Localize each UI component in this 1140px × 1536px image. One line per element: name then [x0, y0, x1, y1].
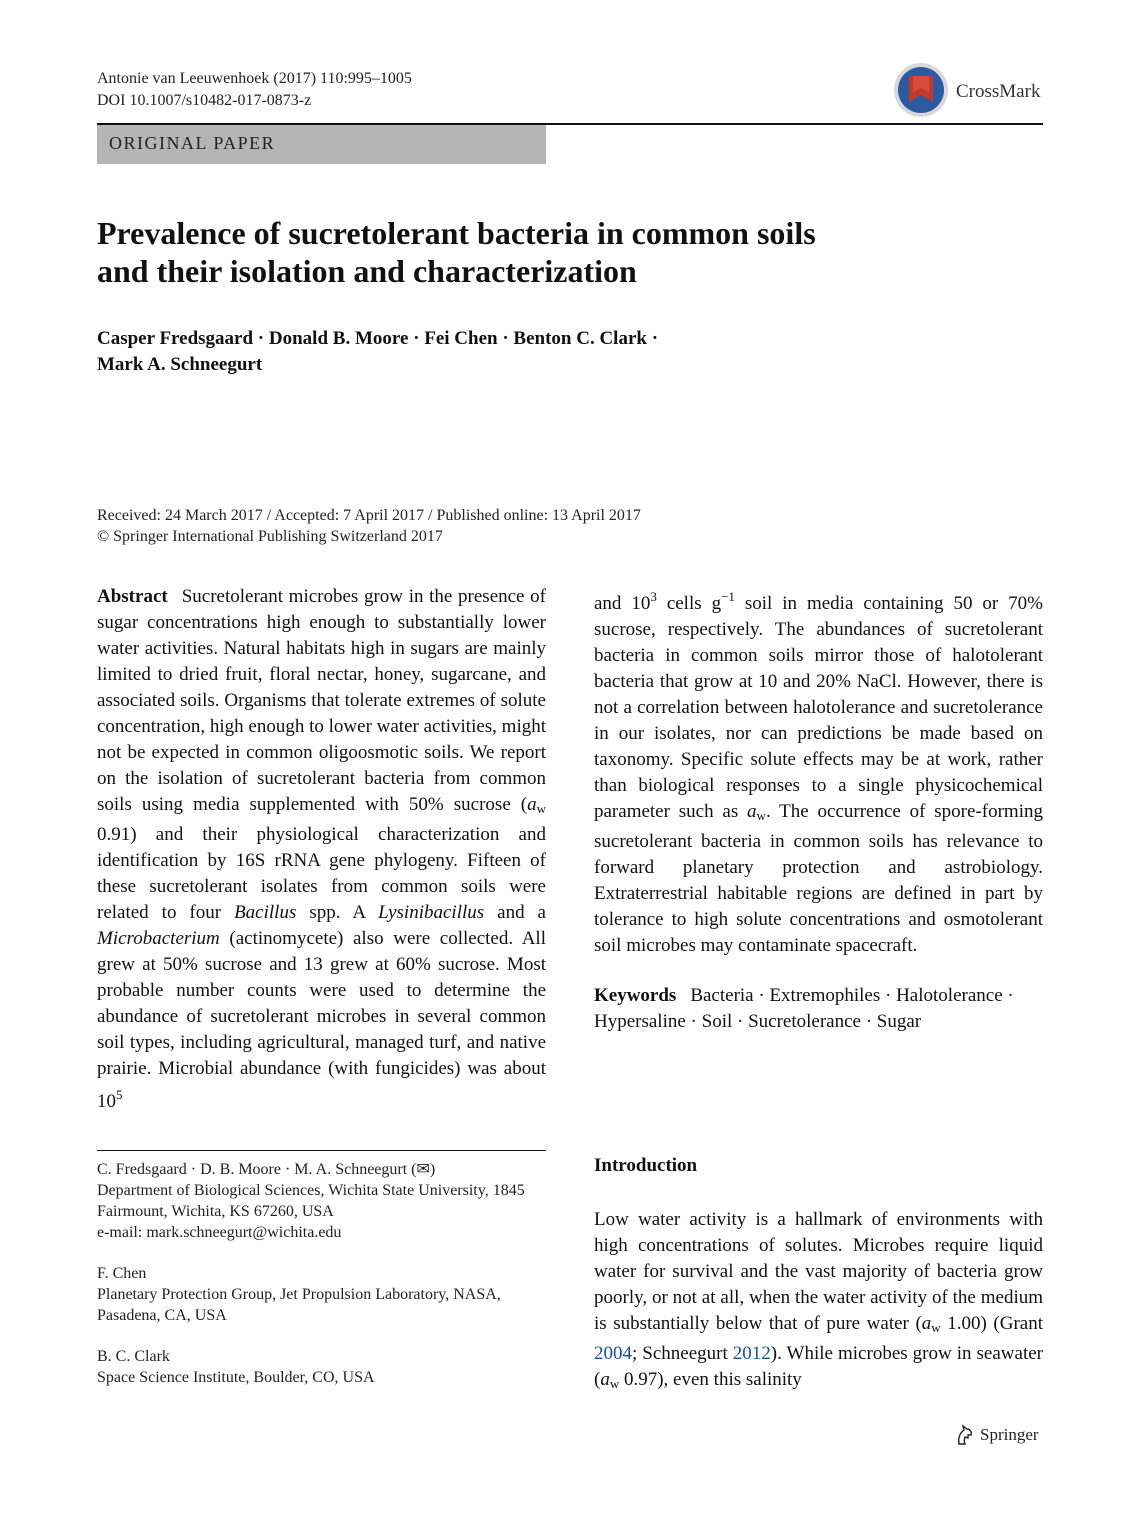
title-line-1: Prevalence of sucretolerant bacteria in common soils — [97, 215, 816, 251]
affiliations — [97, 1159, 546, 1408]
abstract-part-2: and $10^3$ cells $g^{-1}$ soil in media containing 50 or 70% sucrose, respectively. The abundances of sucretolerant bacteria in common soils mirror those of halotolerant bacteria that grow at 10 and 20% NaCl. However, there is not a correlation between halotolerance and sucretolerance in our isolates, nor can predictions be made based on taxonomy. Specific solute effects may be at work, rather than biological responses to a single physicochemical parameter such as $a_w$. The occurrence of spore-forming sucretolerant bacteria in common soils has relevance to forward planetary protection and astrobiology. Extraterrestrial habitable regions are defined in part by tolerance to high solute concentrations and osmotolerant soil microbes may contaminate spacecraft. — [594, 589, 1043, 956]
publisher-logo — [955, 1424, 1055, 1448]
doi[interactable]: DOI 10.1007/s10482-017-0873-z — [97, 92, 312, 109]
paper-type-label: ORIGINAL PAPER — [109, 133, 276, 153]
journal-citation: Antonie van Leeuwenhoek (2017) 110:995–1005 — [97, 70, 412, 87]
title-line-2: and their isolation and characterization — [97, 253, 637, 289]
author-list — [97, 326, 797, 378]
journal-header — [97, 68, 412, 112]
keywords-label: Keywords — [594, 985, 677, 1006]
abstract-column-left — [97, 584, 546, 1115]
crossmark-badge[interactable] — [893, 62, 1053, 122]
taxon-bacillus: Bacillus — [234, 902, 297, 923]
corresponding-email[interactable]: e-mail: mark.schneegurt@wichita.edu — [97, 1224, 342, 1241]
springer-horse-icon — [955, 1424, 975, 1446]
crossmark-icon — [893, 62, 949, 118]
introduction-text: Low water activity is a hallmark of environments with high concentrations of solutes. Microbes require liquid water for survival and the vast majority of bacteria grow poorly, or not at all, when the water activity of the medium is substantially below that of pure water ($a_w$ 1.00) (Grant 2004; Schneegurt 2012). While microbes grow in seawater ($a_w$ 0.97), even this salinity — [594, 1209, 1043, 1391]
footnote-rule — [97, 1150, 546, 1151]
authors-line-2: Mark A. Schneegurt — [97, 354, 263, 375]
taxon-lysinibacillus: Lysinibacillus — [378, 902, 485, 923]
publisher-name: Springer — [980, 1425, 1039, 1444]
publication-dates — [97, 505, 997, 547]
abstract-column-right — [594, 584, 1043, 1035]
section-heading-introduction: Introduction — [594, 1155, 698, 1176]
citation-schneegurt-2012[interactable]: 2012 — [732, 1343, 771, 1364]
citation-grant-2004[interactable]: 2004 — [594, 1343, 632, 1364]
history-dates: Received: 24 March 2017 / Accepted: 7 April 2017 / Published online: 13 April 2017 — [97, 507, 641, 524]
abstract-part-1: Abstract Sucretolerant microbes grow in the presence of sugar concentrations high enough to substantially lower water activities. Natural habitats high in sugars are mainly limited to dried fruit, floral nectar, honey, sugarcane, and associated soils. Organisms that tolerate extremes of solute concentration, high enough to lower water activities, might not be expected in common oligoosmotic soils. We report on the isolation of sucretolerant bacteria from common soils using media supplemented with 50% sucrose ($a_w$ 0.91) and their physiological characterization and identification by 16S rRNA gene phylogeny. Fifteen of these sucretolerant isolates from common soils were related to four Bacillus spp. A Lysinibacillus and a Microbacterium (actinomycete) also were collected. All grew at 50% sucrose and 13 grew at 60% sucrose. Most probable number counts were used to determine the abundance of sucretolerant microbes in several common soil types, including agricultural, managed turf, and native prairie. Microbial abundance (with fungicides) was about $10^5$ — [97, 586, 547, 1112]
affiliation-ssi: B. C. Clark Space Science Institute, Boulder, CO, USA — [97, 1348, 375, 1386]
paper-type-band — [97, 125, 546, 164]
affiliation-wichita: C. Fredsgaard · D. B. Moore · M. A. Schneegurt (✉) Department of Biological Sciences, Wichita State University, 1845 Fairmount, Wichita, KS 67260, USA e-mail: mark.schneegurt@wichita.edu — [97, 1161, 525, 1241]
keywords-list: Bacteria · Extremophiles · Halotolerance · Hypersaline · Soil · Sucretolerance · Sugar — [594, 985, 1014, 1032]
taxon-microbacterium: Microbacterium — [97, 928, 220, 949]
crossmark-label: CrossMark — [956, 81, 1041, 102]
article-title — [97, 214, 957, 290]
abstract-label: Abstract — [97, 586, 168, 607]
affiliation-jpl: F. Chen Planetary Protection Group, Jet Propulsion Laboratory, NASA, Pasadena, CA, USA — [97, 1265, 501, 1324]
keywords — [594, 983, 1043, 1035]
authors-line-1: Casper Fredsgaard · Donald B. Moore · Fei Chen · Benton C. Clark · — [97, 328, 659, 349]
copyright-line: © Springer International Publishing Switzerland 2017 — [97, 528, 443, 545]
